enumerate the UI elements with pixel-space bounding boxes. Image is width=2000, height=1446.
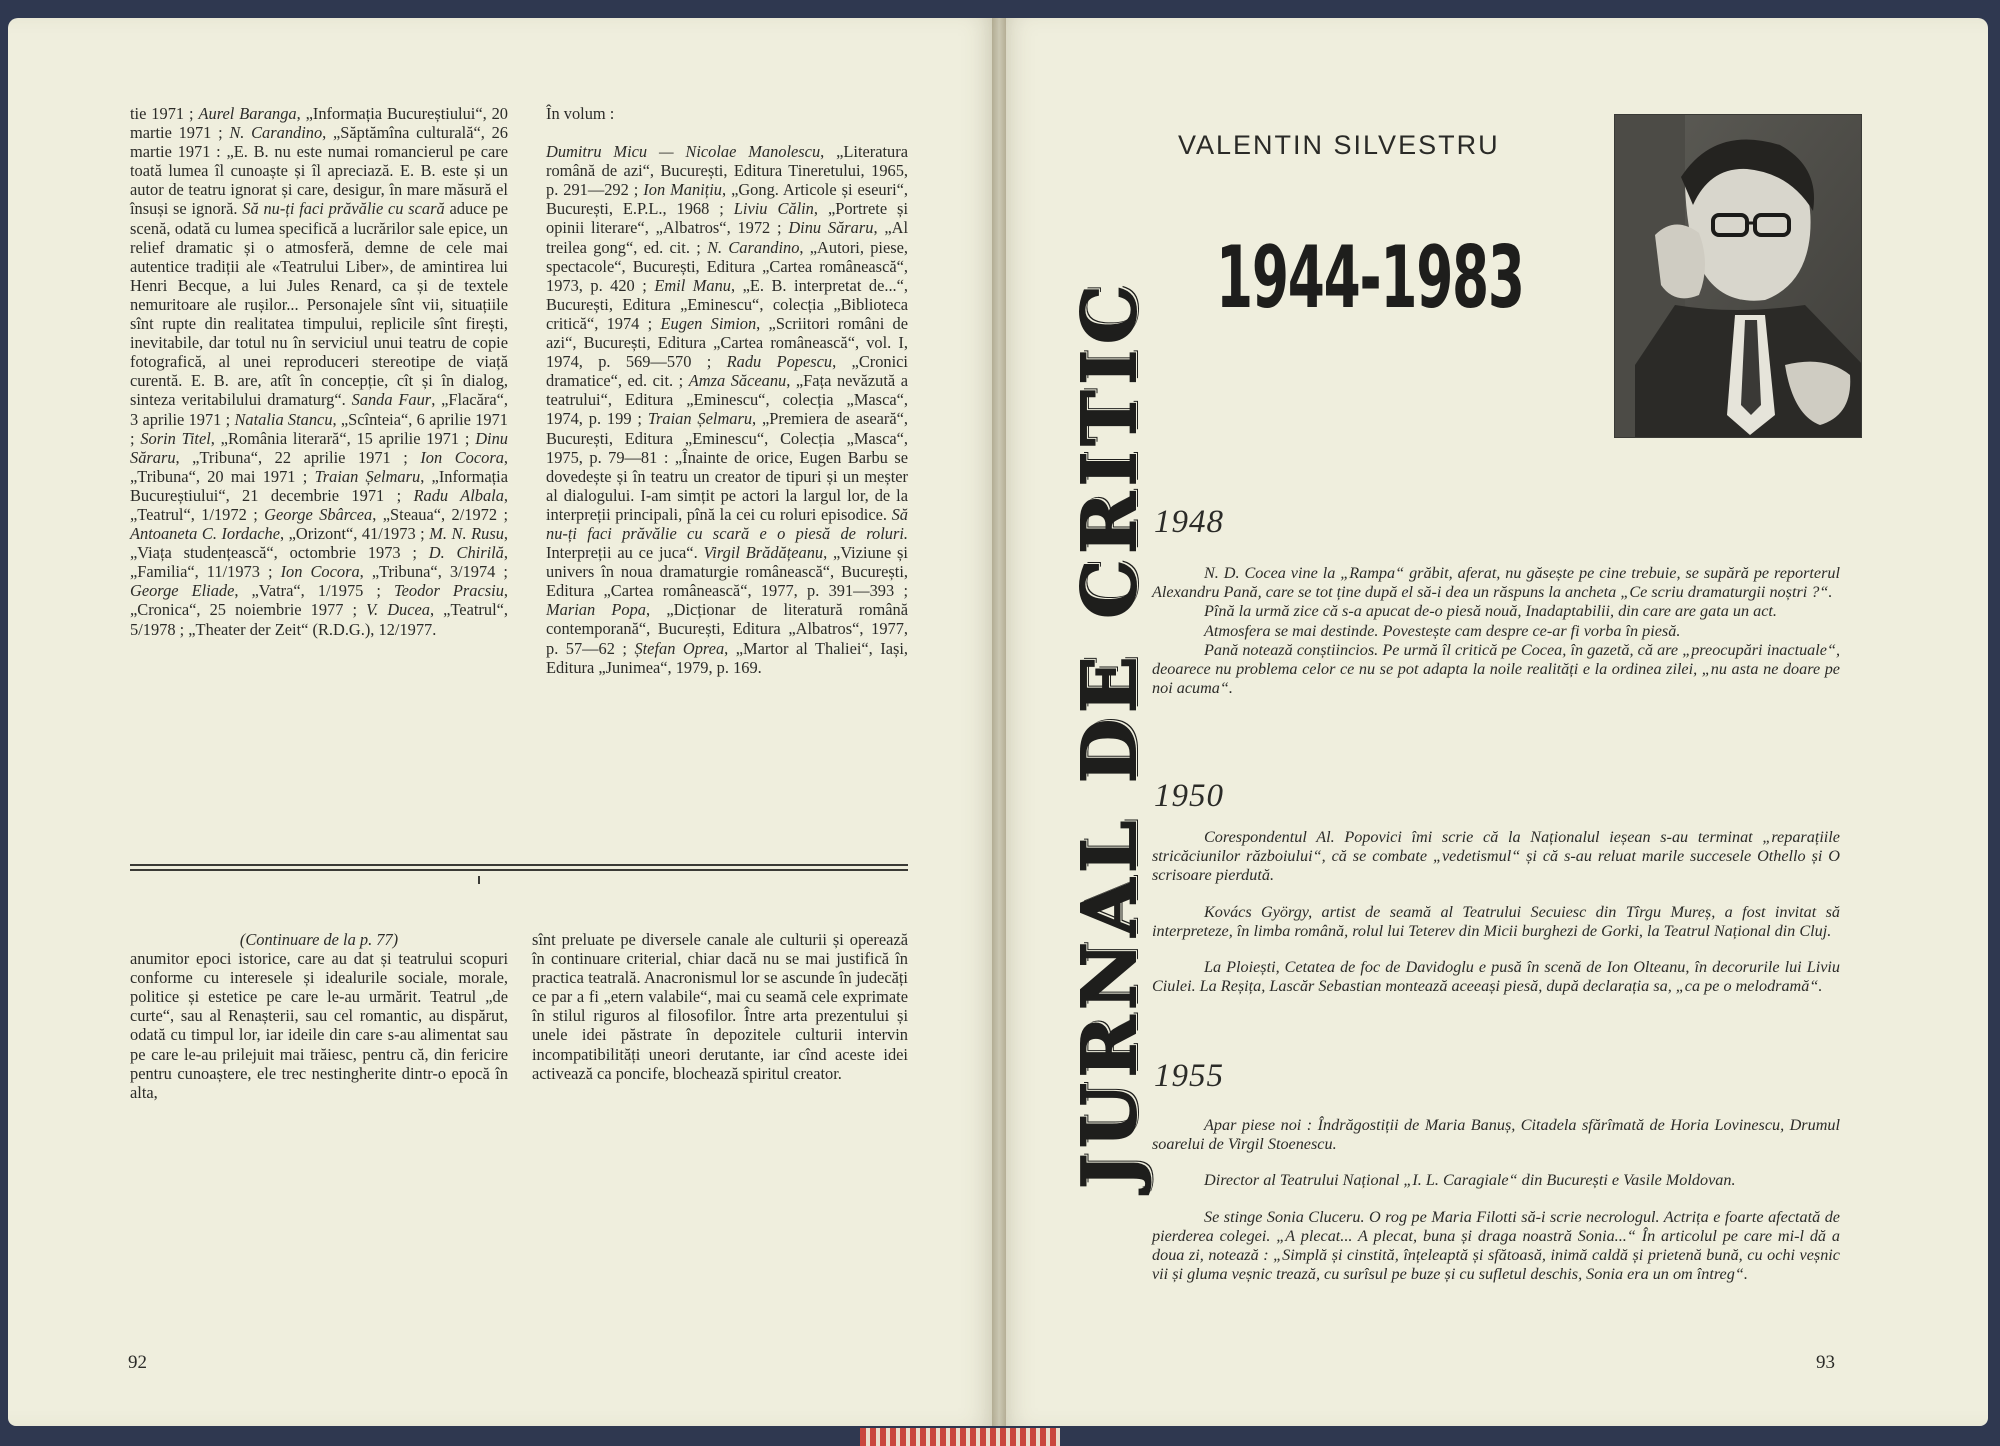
reference-source: , „Fața nevăzută a teatrului“, Editura „Eminescu“, colecția „Masca“, 1974, p. 199 ;	[546, 371, 909, 429]
entry-paragraph: Pînă la urmă zice că s-a apucat de-o piesă nouă, Inadaptabilii, din care are gata un act.	[1204, 602, 1777, 621]
reference-author: Ion Cocora	[280, 562, 360, 582]
year-heading-1955: 1955	[1154, 1058, 1224, 1094]
reference-source: Interpreții au ce juca“.	[546, 543, 704, 563]
reference-source: , „Dicționar de literatură română contemporană“, București, Editura „Albatros“, 1977, p. 57—62 ;	[546, 600, 908, 658]
left-page-column-3	[130, 930, 508, 1102]
reference-author: Radu Popescu	[726, 352, 833, 372]
reference-source: tie 1971 ;	[130, 104, 199, 123]
entry-1948	[1152, 564, 1840, 698]
reference-source: , „Teatrul“, 1/1972 ;	[130, 485, 509, 524]
reference-author: Dinu Săraru	[130, 428, 508, 467]
reference-author: Sorin Titel	[140, 428, 211, 448]
reference-author: Ion Cocora	[420, 447, 504, 467]
reference-source: , „Portrete și opinii literare“, „Albatros“, 1972 ;	[546, 199, 908, 238]
continuation-text-part-1: anumitor epoci istorice, care au dat și teatrului scopuri conforme cu interesele și idealurile sociale, morale, politice și estetice pe care le-au urmărit. Teatrul „de curte“, sau al Renașterii, sau cel romantic, au dispărut, odată cu timpul lor, iar ideile din care s-au alimentat sau pe care le-au prilejuit mai trăiesc, pentru că, din fericire pentru cunoaștere, ele trec nestingherite dintr-o epocă în alta,	[130, 949, 508, 1102]
reference-source: , „Steaua“, 2/1972 ;	[372, 504, 509, 524]
entry-1955	[1152, 1116, 1840, 1284]
section-divider	[130, 864, 908, 871]
reference-source: , „Orizont“, 41/1973 ;	[280, 524, 430, 544]
reference-author: Sanda Faur	[351, 390, 432, 410]
years-range: 1944-1983	[1216, 228, 1524, 328]
reference-author: Să nu-ți faci prăvălie cu scară	[242, 199, 445, 219]
reference-source: , „Cronica“, 25 noiembrie 1977 ;	[130, 581, 508, 620]
entry-paragraph: La Ploiești, Cetatea de foc de Davidoglu e pusă în scenă de Ion Olteanu, în decorurile lui Liviu Ciulei. La Reșița, Lascăr Sebastian montează aceeași piesă, după declarația sa, „ca pe o melodramă“.	[1152, 958, 1840, 996]
reference-source: , „Informația Bucureștiului“, 20 martie 1971 ;	[130, 104, 509, 143]
press-references	[130, 104, 508, 639]
reference-author: Aurel Baranga	[198, 104, 297, 123]
author-photo-image	[1615, 115, 1862, 438]
left-page-column-1	[130, 104, 508, 639]
reference-author: Virgil Brădățeanu	[703, 543, 824, 563]
reference-source: , „Săptămîna culturală“, 26 martie 1971 : „E. B. nu este numai romancierul pe care toată lumea îl cunoaște și îl apreciază. E. B. este și un autor de teatru ignorat și care, desigur, în mare măsură el însuși se ignoră.	[130, 123, 508, 219]
reference-author: Dinu Săraru	[788, 218, 874, 238]
vertical-title	[1068, 114, 1152, 1354]
left-page-column-2	[546, 104, 908, 677]
continuation-note: (Continuare de la p. 77)	[239, 930, 399, 949]
reference-author: George Sbârcea	[264, 504, 373, 524]
left-page-column-4	[532, 930, 908, 1083]
book-gutter	[992, 18, 1006, 1426]
reference-source: , „Scînteia“, 6 aprilie 1971 ;	[130, 409, 508, 448]
reference-source: , „Tribuna“, 22 aprilie 1971 ;	[175, 447, 421, 467]
reference-author: N. Carandino	[707, 237, 800, 257]
reference-author: Radu Albala	[413, 485, 504, 505]
author-name: VALENTIN SILVESTRU	[1178, 130, 1500, 160]
reference-author: Marian Popa	[546, 600, 647, 620]
entry-paragraph: Apar piese noi : Îndrăgostiții de Maria Banuș, Citadela sfărîmată de Horia Lovinescu, Drumul soarelui de Virgil Stoenescu.	[1152, 1116, 1840, 1154]
entry-paragraph: Atmosfera se mai destinde. Povestește cam despre ce-ar fi vorba în piesă.	[1204, 621, 1681, 640]
reference-author: George Eliade	[130, 581, 235, 601]
divider-tick	[478, 876, 480, 884]
entry-paragraph: N. D. Cocea vine la „Rampa“ grăbit, aferat, nu găsește pe cine trebuie, se supără pe reporterul Alexandru Pană, care se tot ține după el să-i dea un răspuns la ancheta „Ce scriu dramaturgii noștri ?“.	[1152, 564, 1840, 602]
reference-author: Amza Săceanu	[688, 371, 787, 391]
reference-source: , „Al treilea gong“, ed. cit. ;	[546, 218, 908, 257]
reference-author: M. N. Rusu	[429, 524, 504, 544]
reference-source: , „Premiera de aseară“, București, Editura „Eminescu“, Colecția „Masca“, 1975, p. 79—81 : „Înainte de orice, Eugen Barbu se dovedește și în teatru un creator de tipuri și un meșter al dialogului. I-am simțit pe actori la largul lor, de la interpreții principali, pînă la cei cu roluri episodice.	[546, 409, 908, 524]
reference-source: , „Tribuna“, 3/1974 ;	[359, 562, 508, 582]
reference-author: Antoaneta C. Iordache	[130, 524, 281, 544]
reference-source: , „Autori, piese, spectacole“, București, Editura „Cartea românească“, 1973, p. 420 ;	[546, 237, 908, 295]
reference-author: Natalia Stancu	[234, 409, 333, 429]
reference-source: , „Martor al Thaliei“, Iași, Editura „Junimea“, 1979, p. 169.	[546, 638, 909, 677]
entry-1950	[1152, 828, 1840, 996]
reference-author: D. Chirilă	[428, 543, 504, 563]
vertical-title-text: JURNAL DE CRITIC	[1067, 279, 1153, 1189]
reference-source: , „Flacăra“, 3 aprilie 1971 ;	[130, 390, 509, 429]
year-heading-1948: 1948	[1154, 504, 1224, 540]
reference-author: Ion Manițiu	[643, 180, 723, 200]
reference-author: Liviu Călin	[733, 199, 814, 219]
page-number-right: 93	[1816, 1352, 1835, 1373]
reference-source: , „E. B. interpretat de...“, București, Editura „Eminescu“, colecția „Biblioteca critică“, 1974 ;	[546, 275, 909, 333]
reference-source: , „Familia“, 11/1973 ;	[130, 543, 508, 582]
reference-author: V. Ducea	[366, 600, 430, 620]
reference-author: Eugen Simion	[660, 313, 757, 333]
reference-source: , „Viața studențească“, octombrie 1973 ;	[130, 524, 509, 563]
bookmark-ribbon	[860, 1428, 1060, 1446]
left-page	[8, 18, 998, 1426]
reference-author: Traian Șelmaru	[314, 466, 421, 486]
entry-paragraph: Kovács György, artist de seamă al Teatrului Secuiesc din Tîrgu Mureș, a fost invitat să interpreteze, în limba română, rolul lui Teterev din Micii burghezi de Gorki, la Teatrul Național din Cluj.	[1152, 902, 1840, 940]
reference-source: , „Viziune și univers în noua dramaturgie românească“, București, Editura „Cartea românească“, 1977, p. 391—393 ;	[546, 543, 908, 601]
reference-source: aduce pe scenă, odată cu lumea specifică a lucrărilor sale epice, un relief dramatic și o atmosferă, demne de cele mai autentice tradiții ale «Teatrului Liber», de amintirea lui Henri Becque, a lui Jules Renard, ca și de textele nemuritoare ale rușilor... Personajele sînt vii, situațiile sînt rupte din realitatea timpului, replicile sînt firești, inevitabile, dar totul nu în serviciul unui teatru de copie fotografică, al unei reproduceri stereotipe de viață curentă. E. B. are, atît în concepție, cît și în dialog, sinteza veritabilului dramaturg“.	[130, 199, 508, 410]
reference-author: Ștefan Oprea	[634, 638, 725, 658]
reference-source: , „Literatura română de azi“, București, Editura Tineretului, 1965, p. 291—292 ;	[546, 142, 908, 200]
right-page	[998, 18, 1988, 1426]
entry-paragraph: Se stinge Sonia Cluceru. O rog pe Maria Filotti să-i scrie necrologul. Actrița e foarte afectată de pierderea colegei. „A plecat... A plecat, buna și draga noastră Sonia...“ În articolul pe care mi-l dă a doua zi, notează : „Simplă și cinstită, înțeleaptă și sfătoasă, inimă caldă și prietenă bună, cu ochi veșnic vii și gluma veșnic trează, cu surîsul pe buze și cu sufletul deschis, Sonia era un om întreg“.	[1152, 1207, 1840, 1284]
in-volum-references	[546, 142, 908, 677]
reference-author: N. Carandino	[229, 123, 323, 143]
reference-source: , „Cronici dramatice“, ed. cit. ;	[546, 352, 908, 391]
reference-author: Traian Șelmaru	[647, 409, 753, 429]
reference-author: Dumitru Micu — Nicolae Manolescu	[546, 142, 821, 162]
reference-source: , „Tribuna“, 20 mai 1971 ;	[130, 447, 508, 486]
reference-source: , „România literară“, 15 aprilie 1971 ;	[210, 428, 476, 448]
reference-source: , „Scriitori români de azi“, București, Editura „Cartea românească“, vol. I, 1974, p. 569—570 ;	[546, 313, 908, 372]
year-heading-1950: 1950	[1154, 778, 1224, 814]
reference-source: , „Informația Bucureștiului“, 21 decembrie 1971 ;	[130, 466, 508, 505]
reference-source: , „Vatra“, 1/1975 ;	[234, 581, 394, 601]
page-number-left: 92	[128, 1352, 147, 1373]
entry-paragraph: Director al Teatrului Național „I. L. Caragiale“ din București e Vasile Moldovan.	[1204, 1171, 1736, 1190]
entry-paragraph: Pană notează conștiincios. Pe urmă îl critică pe Cocea, în gazetă, că are „preocupări inactuale“, deoarece nu problema celor ce nu se pot adapta la noile realități e la ordinea zilei, „nu asta ne doare pe noi acuma“.	[1152, 640, 1840, 698]
reference-source: , „Gong. Articole și eseuri“, București, E.P.L., 1968 ;	[546, 180, 908, 219]
reference-author: Teodor Pracsiu	[394, 581, 504, 601]
entry-paragraph: Corespondentul Al. Popovici îmi scrie că la Naționalul ieșean s-au terminat „reparațiile stricăciunilor războiului“, că se combate „vedetismul“ și că s-au reluat marile succesele Othello și O scrisoare pierdută.	[1152, 828, 1840, 885]
continuation-text-part-2: sînt preluate pe diversele canale ale culturii și operează în continuare criterial, chiar dacă nu se mai justifică în practica teatrală. Anacronismul lor se ascunde în judecăți ce par a fi „etern valabile“, mai cu seamă cele exprimate în stilul riguros al filosofilor. Între arta prezentului și unele idei păstrate în depozitele culturii intervin incompatibilități uneori derutante, iar cînd aceste idei activează ca poncife, blochează spiritul creator.	[532, 930, 908, 1083]
reference-source: , „Teatrul“, 5/1978 ; „Theater der Zeit“ (R.D.G.), 12/1977.	[130, 600, 508, 639]
reference-author: Să nu-ți faci prăvălie cu scară e o piesă de roluri.	[546, 504, 908, 543]
author-photo	[1614, 114, 1862, 438]
reference-author: Emil Manu	[654, 275, 732, 295]
in-volum-heading: În volum :	[546, 104, 615, 123]
